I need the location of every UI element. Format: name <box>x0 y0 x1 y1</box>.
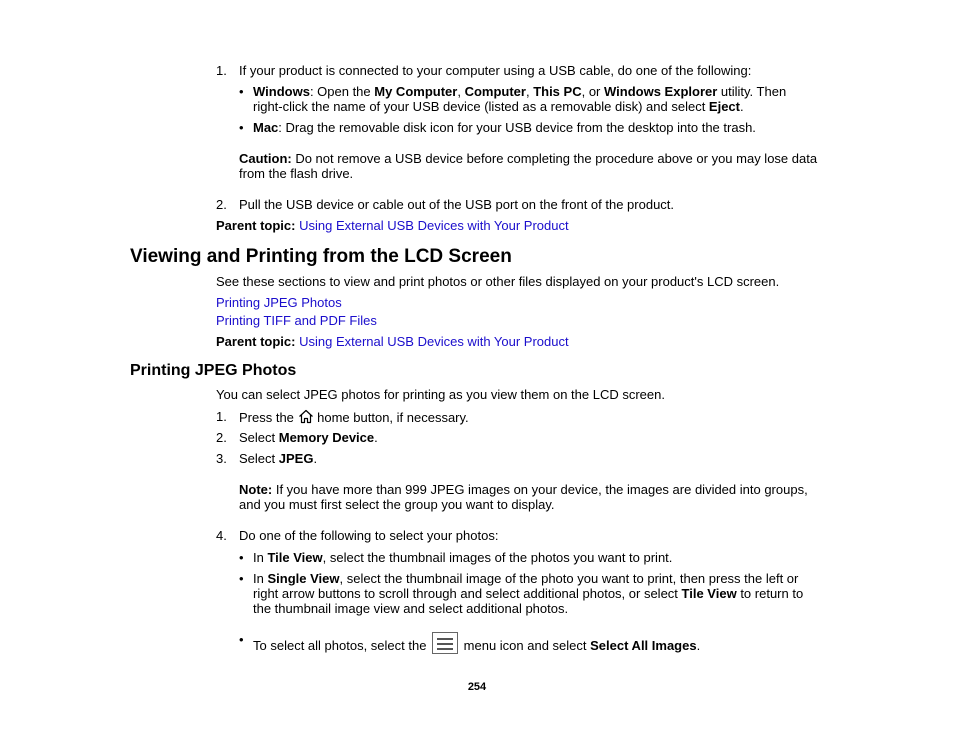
step-1-number: 1. <box>216 63 227 78</box>
windows-instructions: Windows: Open the My Computer, Computer, This PC, or Windows Explorer utility. Then right-click the name of your USB device (listed as a removable disk) and select Eject. <box>253 84 787 114</box>
mac-instructions: Mac: Drag the removable disk icon for your USB device from the desktop into the trash. <box>253 120 756 135</box>
step-2-number: 2. <box>216 197 227 212</box>
jpeg-note: Note: If you have more than 999 JPEG images on your device, the images are divided into groups, and you must first select the group you want to display. <box>239 482 808 512</box>
section-heading-jpeg: Printing JPEG Photos <box>130 362 297 379</box>
parent-topic-link[interactable]: Using External USB Devices with Your Product <box>299 334 569 349</box>
single-view-instructions: In Single View, select the thumbnail image of the photo you want to print, then press the left or right arrow buttons to scroll through and select additional photos, or select Tile View to return to the thumbnail image view and select additional photos. <box>253 571 804 616</box>
section-intro-lcd: See these sections to view and print photos or other files displayed on your product's LCD screen. <box>216 274 780 289</box>
link-printing-jpeg[interactable]: Printing JPEG Photos <box>216 295 342 310</box>
jpeg-step-4-text: Do one of the following to select your photos: <box>239 528 499 543</box>
jpeg-step-3-text: Select JPEG. <box>239 451 318 466</box>
parent-topic: Parent topic: Using External USB Devices with Your Product <box>216 218 569 233</box>
jpeg-step-4-number: 4. <box>216 528 227 543</box>
bullet: • <box>239 550 244 565</box>
link-printing-tiff-pdf[interactable]: Printing TIFF and PDF Files <box>216 313 377 328</box>
jpeg-step-2-text: Select Memory Device. <box>239 430 378 445</box>
parent-topic-link[interactable]: Using External USB Devices with Your Product <box>299 218 569 233</box>
caution-note: Caution: Do not remove a USB device before completing the procedure above or you may lose data from the flash drive. <box>239 151 818 181</box>
select-all-instructions: To select all photos, select the menu icon and select Select All Images. <box>253 632 700 654</box>
tile-view-instructions: In Tile View, select the thumbnail images of the photos you want to print. <box>253 550 673 565</box>
page-number: 254 <box>467 681 487 693</box>
step-2-text: Pull the USB device or cable out of the USB port on the front of the product. <box>239 197 675 212</box>
home-icon <box>298 409 314 424</box>
jpeg-step-2-number: 2. <box>216 430 227 445</box>
menu-icon <box>432 632 458 654</box>
bullet: • <box>239 84 244 99</box>
jpeg-step-1-text: Press the home button, if necessary. <box>239 410 469 425</box>
bullet: • <box>239 120 244 135</box>
jpeg-step-1-number: 1. <box>216 409 227 424</box>
jpeg-step-3-number: 3. <box>216 451 227 466</box>
section-heading-lcd: Viewing and Printing from the LCD Screen <box>130 246 512 267</box>
parent-topic: Parent topic: Using External USB Devices with Your Product <box>216 334 569 349</box>
bullet: • <box>239 571 244 586</box>
bullet: • <box>239 632 244 647</box>
section-intro-jpeg: You can select JPEG photos for printing as you view them on the LCD screen. <box>216 387 665 402</box>
step-1-text: If your product is connected to your computer using a USB cable, do one of the following: <box>239 63 752 78</box>
